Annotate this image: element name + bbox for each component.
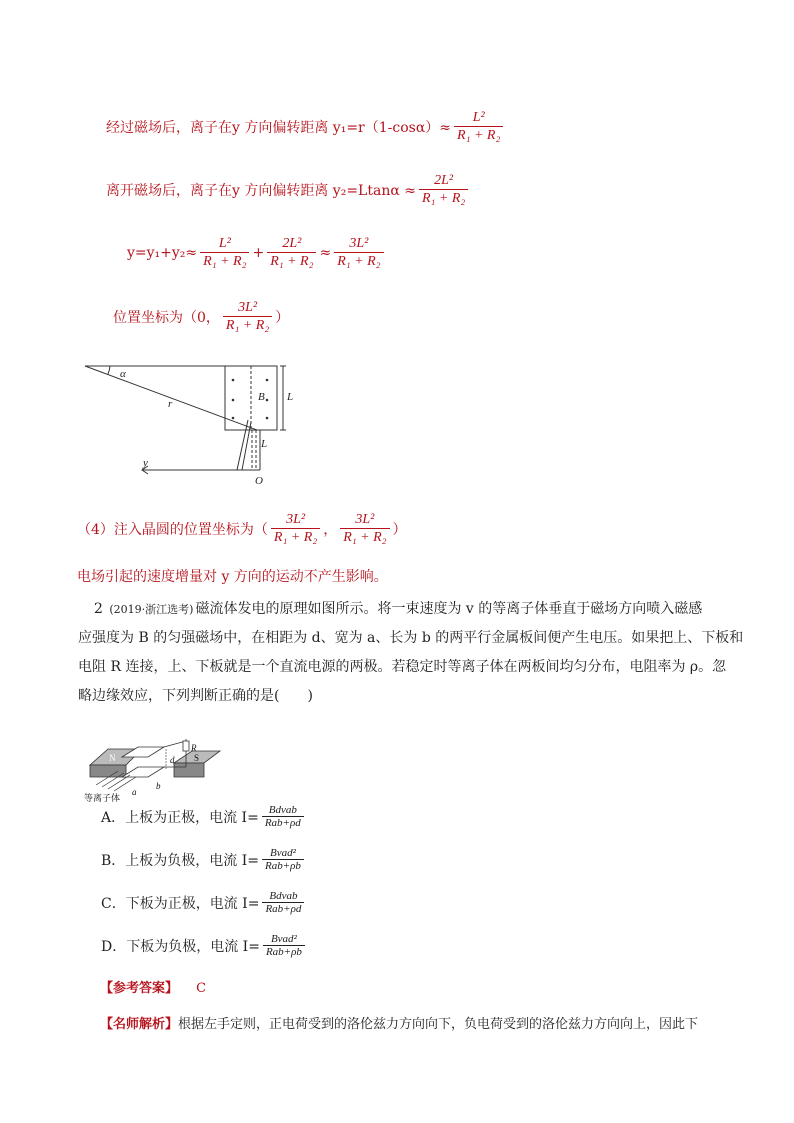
problem-line-2: 应强度为 B 的匀强磁场中，在相距为 d、宽为 a、长为 b 的两平行金属板间便产生电压。如果把上、下板和 — [78, 630, 744, 646]
position-suffix: ） — [275, 310, 290, 326]
fraction: $\frac{\text{2L²}}{\text{R₁ + R₂}}$ — [267, 236, 316, 271]
plus-sign: + — [252, 245, 265, 261]
option-label: D．下板为负极，电流 I= — [101, 938, 260, 955]
fraction: $\frac{\text{Bdvab}}{\text{Rab+ρd}}$ — [262, 804, 304, 829]
option-d[interactable] — [101, 933, 308, 958]
fraction: $\frac{\text{Bvad²}}{\text{Rab+ρb}}$ — [262, 847, 304, 872]
analysis-tag: 【名师解析】 — [100, 1017, 179, 1032]
answer-value: C — [196, 981, 207, 996]
length-label-lower: L — [261, 438, 268, 450]
fraction: $\frac{\text{3L²}}{\text{R₁ + R₂}}$ — [334, 236, 383, 271]
answer-tag: 【参考答案】 — [100, 981, 179, 996]
approx-sign: ≈ — [319, 245, 332, 261]
derivation-line-1 — [106, 104, 506, 150]
derivation-line-2-text: 离开磁场后，离子在y 方向偏转距离 y₂=Ltanα ≈ — [106, 183, 416, 199]
fraction: $\frac{\text{Bvad²}}{\text{Rab+ρb}}$ — [263, 933, 305, 958]
position-prefix: 位置坐标为（0， — [113, 310, 220, 326]
analysis — [100, 1013, 698, 1032]
option-label: A．上板为正极，电流 I= — [101, 809, 259, 826]
deflection-diagram — [80, 360, 295, 492]
problem-2 — [78, 595, 744, 711]
analysis-text: 根据左手定则，正电荷受到的洛伦兹力方向向下，负电荷受到的洛伦兹力方向向上，因此下 — [178, 1017, 699, 1032]
option-label: C．下板为正极，电流 I= — [101, 895, 260, 912]
fraction: $\frac{\text{3L²}}{\text{R₁ + R₂}}$ — [340, 512, 389, 547]
alpha-label: α — [120, 368, 126, 380]
problem-source: (2019·浙江选考) — [109, 603, 194, 616]
comma: ， — [323, 522, 338, 538]
resistor-label: R — [191, 743, 197, 753]
d-label: d — [170, 755, 175, 765]
plasma-caption: 等离子体 — [84, 794, 121, 803]
option-b[interactable] — [101, 847, 307, 872]
fraction: $\frac{\text{3L²}}{\text{R₁ + R₂}}$ — [271, 512, 320, 547]
option-a[interactable] — [101, 804, 307, 829]
y-axis-label: y — [143, 457, 148, 469]
option-label: B．上板为负极，电流 I= — [101, 852, 259, 869]
part-4-answer — [77, 506, 407, 552]
fraction: $\frac{\text{L²}}{\text{R₁ + R₂}}$ — [454, 110, 503, 145]
derivation-line-3 — [127, 230, 387, 276]
mhd-generator-diagram — [82, 737, 232, 803]
part-4-suffix: ） — [392, 522, 407, 538]
problem-line-4: 略边缘效应，下列判断正确的是( ) — [78, 688, 313, 704]
problem-line-3: 电阻 R 连接，上、下板就是一个直流电源的两极。若稳定时等离子体在两板间均匀分布，电阻率为 ρ。忽 — [78, 659, 727, 675]
a-label: a — [132, 787, 137, 797]
fraction: $\frac{\text{2L²}}{\text{R₁ + R₂}}$ — [419, 173, 468, 208]
s-pole-label: S — [194, 753, 200, 763]
field-label: B — [258, 391, 265, 403]
origin-label: O — [255, 475, 263, 487]
length-label: L — [287, 391, 294, 403]
derivation-line-1-text: 经过磁场后，离子在y 方向偏转距离 y₁=r（1-cosα）≈ — [106, 120, 452, 136]
fraction: $\frac{\text{3L²}}{\text{R₁ + R₂}}$ — [223, 300, 272, 335]
problem-number: 2 — [94, 601, 103, 617]
part-4-prefix: （4）注入晶圆的位置坐标为（ — [77, 522, 268, 538]
problem-line-1: 磁流体发电的原理如图所示。将一束速度为 v 的等离子体垂直于磁场方向喷入磁感 — [195, 601, 703, 617]
derivation-line-2 — [106, 167, 471, 213]
radius-label: r — [168, 398, 173, 410]
b-label: b — [156, 781, 161, 791]
note-text: 电场引起的速度增量对 y 方向的运动不产生影响。 — [77, 569, 388, 585]
n-pole-label: N — [109, 753, 116, 763]
fraction: $\frac{\text{Bdvab}}{\text{Rab+ρd}}$ — [262, 890, 304, 915]
option-c[interactable] — [101, 890, 307, 915]
reference-answer — [100, 977, 206, 996]
sum-expression: y=y₁+y₂≈ — [127, 245, 198, 261]
position-coordinate-line — [113, 294, 289, 340]
fraction: $\frac{\text{L²}}{\text{R₁ + R₂}}$ — [200, 236, 249, 271]
